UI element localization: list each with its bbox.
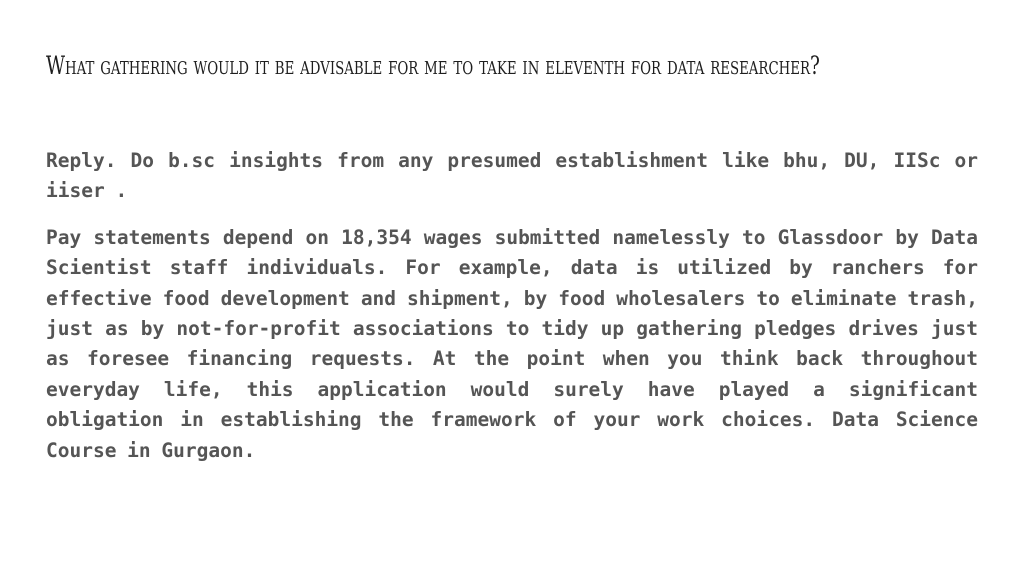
slide-title: What gathering would it be advisable for me to take in eleventh for data researcher? <box>46 51 820 80</box>
salary-paragraph: Pay statements depend on 18,354 wages submitted namelessly to Glassdoor by Data Scientist staff individuals. For example, data is utilized by ranchers for effective food development and shipment, by food wholesalers to eliminate trash, just as by not-for-profit associations to tidy up gathering pledges drives just as foresee financing requests. At the point when you think back throughout everyday life, this application would surely have played a significant obligation in establishing the framework of your work choices. Data Science Course in Gurgaon. <box>46 225 978 462</box>
answer-paragraph: Reply. Do b.sc insights from any presumed establishment like bhu, DU, IISc or iiser . <box>46 149 978 203</box>
slide-body <box>46 146 978 482</box>
